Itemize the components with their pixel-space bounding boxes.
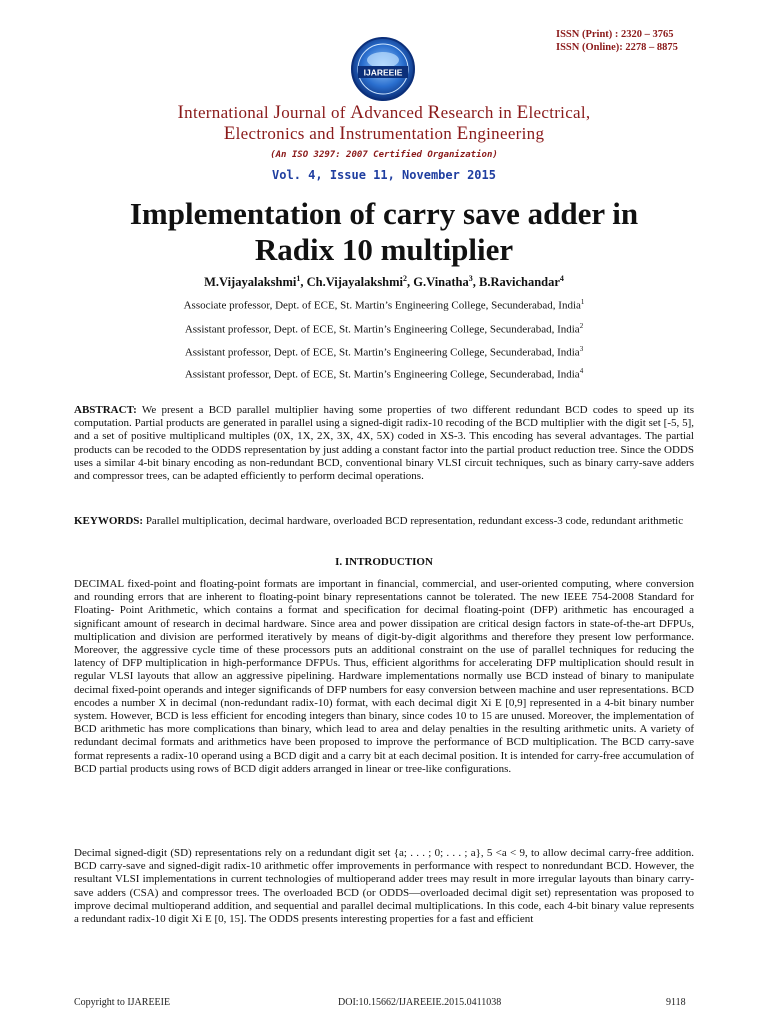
journal-initial-cap: I [177, 102, 185, 123]
author-name: B.Ravichandar [478, 275, 560, 290]
journal-name-line2 [0, 123, 768, 144]
abstract [74, 404, 694, 483]
journal-name-line1 [0, 102, 768, 123]
author-name: Ch.Vijayalakshmi [306, 275, 404, 290]
journal-word-rest: lectronics and [235, 124, 340, 143]
abstract-text: We present a BCD parallel multiplier having some properties of two different redundant BCD codes to speed up its computation. Partial products are generated in parallel using a signed-digit radix-10 recoding of the BCD multiplier with the digit set [-5, 5], and a set of positive multiplicand multiples (0X, 1X, 2X, 3X, 4X, 5X) coded in XS-3. This encoding has several advantages. The partial products can be recoded to the ODDS representation by just adding a constant factor into the partial product reduction tree. Since the ODDS uses a similar 4-bit binary encoding as non-redundant BCD, conventional binary VLSI circuit techniques, such as binary carry-save adders and compressor trees, can be adapted efficiently to perform decimal operations. [74, 404, 694, 483]
affiliation-3: Assistant professor, Dept. of ECE, St. Martin’s Engineering College, Secunderabad, India$^3$ [184, 345, 584, 359]
logo-text: IJAREEIE [363, 67, 403, 78]
journal-initial-cap: A [350, 102, 365, 123]
author-affiliation-mark: 3 [468, 274, 473, 283]
affiliation-1: Associate professor, Dept. of ECE, St. Martin’s Engineering College, Secunderabad, India$^1$ [183, 298, 585, 312]
journal-initial-cap: E [223, 123, 236, 144]
journal-word-rest: esearch in [440, 103, 517, 122]
journal-initial-cap: E [456, 123, 469, 144]
volume-issue: Vol. 4, Issue 11, November 2015 [272, 168, 496, 182]
author-list: M.Vijayalakshmi$^1$, Ch.Vijayalakshmi$^2$, G.Vinatha$^3$, B.Ravichandar$^4$ [204, 274, 564, 290]
paper-title [0, 196, 768, 268]
issn-print: ISSN (Print) : 2320 – 3765 [556, 29, 674, 40]
journal-word-rest: ngineering [468, 124, 545, 143]
footer-copyright: Copyright to IJAREEIE [74, 997, 171, 1008]
affiliation-2: Assistant professor, Dept. of ECE, St. Martin’s Engineering College, Secunderabad, India$^2$ [184, 322, 584, 336]
footer-doi: DOI:10.15662/IJAREEIE.2015.0411038 [338, 997, 502, 1008]
keywords-text: Parallel multiplication, decimal hardware, overloaded BCD representation, redundant excess-3 code, redundant arithmetic [143, 515, 684, 527]
journal-word-rest: dvanced [364, 103, 428, 122]
issn-online: ISSN (Online): 2278 – 8875 [556, 42, 678, 53]
section-heading-introduction: I. INTRODUCTION [335, 556, 433, 568]
author-affiliation-mark: 4 [559, 274, 564, 283]
journal-word-rest: lectrical, [528, 103, 591, 122]
journal-initial-cap: E [516, 102, 529, 123]
journal-name [0, 102, 768, 144]
abstract-label: ABSTRACT: [74, 404, 137, 416]
paper-title-line1: Implementation of carry save adder in [129, 196, 639, 231]
author-affiliation-mark: 1 [296, 274, 301, 283]
journal-initial-cap: J [273, 102, 282, 123]
certification-note: (An ISO 3297: 2007 Certified Organization) [270, 150, 498, 160]
keywords-label: KEYWORDS: [74, 515, 144, 527]
journal-word-rest: nstrumentation [345, 124, 457, 143]
author-name: M.Vijayalakshmi [204, 275, 297, 290]
journal-word-rest: ournal of [281, 103, 351, 122]
paper-title-line2: Radix 10 multiplier [254, 232, 514, 267]
journal-initial-cap: I [339, 123, 346, 144]
author-affiliation-mark: 2 [403, 274, 408, 283]
intro-paragraph-1: DECIMAL fixed-point and floating-point formats are important in financial, commercial, and user-oriented computing, where conversion and rounding errors that are inherent to floating-point binary representations cannot be tolerated. The new IEEE 754-2008 Standard for Floating- Point Arithmetic, which contains a format and specification for decimal floating-point (DFP) arithmetic has encouraged a significant amount of research in decimal hardware. Since area and power dissipation are critical design factors in state-of-the-art DFPUs, multiplication and division are performed iteratively by means of digit-by-digit algorithms and therefore they present low performance. Moreover, the aggressive cycle time of these processors puts an additional constraint on the use of parallel techniques for reducing the latency of DFP multiplication in high-performance DFPUs. Thus, efficient algorithms for accelerating DFP multiplication should result in regular VLSI layouts that allow an aggressive pipelining. Hardware implementations normally use BCD instead of binary to manipulate decimal fixed-point operands and integer significands of DFP numbers for easy conversion between machine and user representations. BCD encodes a number X in decimal (non-redundant radix-10) format, with each decimal digit Xi E [0,9] represented in a 4-bit binary number system. However, BCD is less efficient for encoding integers than binary, since codes 10 to 15 are unused. Moreover, the implementation of BCD arithmetic has more complications than binary, which lead to area and delay penalties in the resulting arithmetic units. A variety of redundant decimal formats and arithmetics have been proposed to improve the performance of BCD multiplication. The BCD carry-save format represents a radix-10 operand using a BCD digit and a carry bit at each decimal position. It is intended for carry-free accumulation of BCD partial products using rows of BCD digit adders arranged in linear or tree-like configurations. [74, 578, 694, 775]
keywords [74, 515, 694, 528]
journal-initial-cap: R [427, 102, 441, 123]
author-name: G.Vinatha [413, 275, 469, 290]
issn-block [556, 28, 678, 54]
footer-page-number: 9118 [666, 997, 686, 1008]
journal-word-rest: nternational [184, 103, 274, 122]
intro-paragraph-2: Decimal signed-digit (SD) representations rely on a redundant digit set {a; . . . ; 0; . . . ; a}, 5 <a < 9, to allow decimal carry-free addition. BCD carry-save and signed-digit radix-10 arithmetic offer improvements in performance with respect to nonredundant BCD. However, the resultant VLSI implementations in current technologies of multioperand adder trees may result in more irregular layouts than binary carry-save adders (CSA) and compressor trees. The overloaded BCD (or ODDS—overloaded decimal digit set) representation was proposed to improve decimal multioperand addition, and sequential and parallel decimal multiplications. In this code, each 4-bit binary value represents a redundant radix-10 digit Xi E [0, 15]. The ODDS presents interesting properties for a fast and efficient [74, 847, 694, 926]
affiliation-4: Assistant professor, Dept. of ECE, St. Martin’s Engineering College, Secunderabad, India$^4$ [184, 367, 584, 381]
journal-logo [350, 36, 416, 102]
